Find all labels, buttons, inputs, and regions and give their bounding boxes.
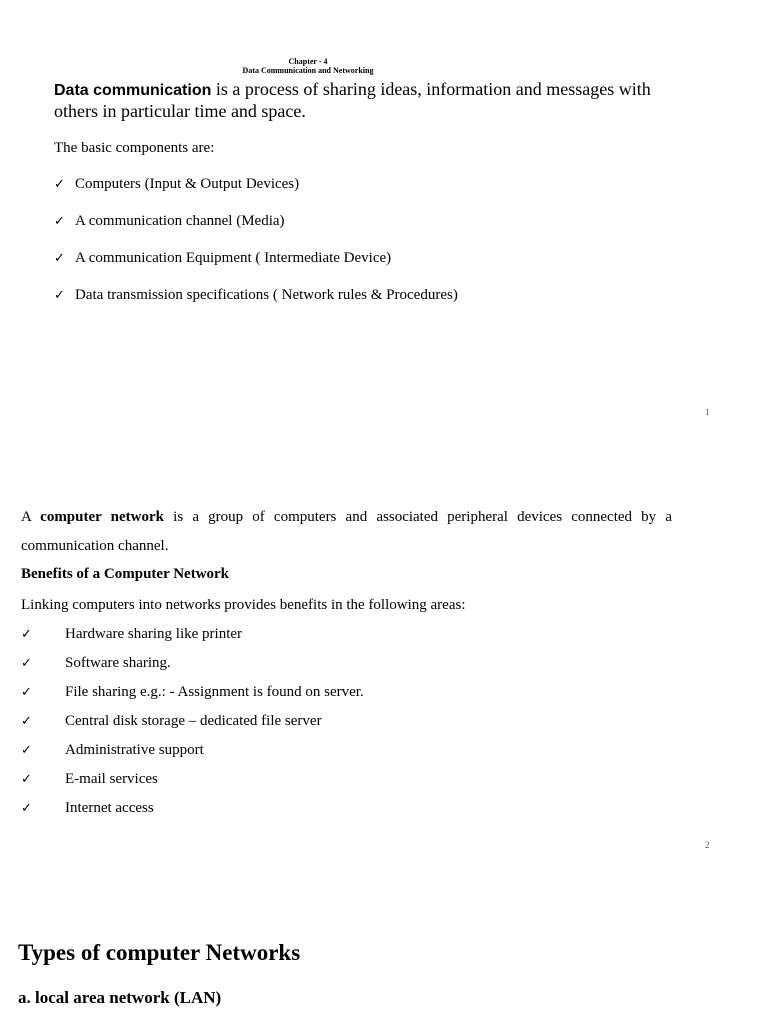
check-icon: ✓	[54, 288, 65, 303]
intro-text: is a process of sharing ideas, information and messages with others in particular time and space.	[54, 79, 651, 121]
list-item-text: A communication channel (Media)	[75, 213, 285, 229]
network-term: computer network	[40, 509, 165, 525]
list-item-text: Central disk storage – dedicated file server	[65, 713, 322, 729]
page-number: 2	[705, 840, 710, 850]
basic-components-label: The basic components are:	[54, 140, 215, 156]
network-definition	[21, 503, 672, 561]
check-icon: ✓	[54, 177, 65, 192]
list-item	[21, 800, 154, 817]
chapter-subtitle: Data Communication and Networking	[242, 66, 374, 75]
check-icon: ✓	[54, 251, 65, 266]
list-item	[21, 771, 158, 788]
list-item-text: Computers (Input & Output Devices)	[75, 176, 300, 192]
check-icon: ✓	[21, 714, 32, 729]
list-item	[21, 655, 171, 672]
list-item-text: File sharing e.g.: - Assignment is found on server.	[65, 684, 364, 700]
types-heading: Types of computer Networks	[18, 940, 301, 965]
list-item	[21, 742, 204, 759]
intro-term: Data communication	[54, 82, 212, 99]
intro-paragraph	[54, 79, 694, 122]
list-item-text: Administrative support	[65, 742, 204, 758]
benefits-heading: Benefits of a Computer Network	[21, 566, 230, 582]
linking-text: Linking computers into networks provides benefits in the following areas:	[21, 597, 466, 613]
check-icon: ✓	[21, 743, 32, 758]
list-item	[54, 250, 391, 267]
check-icon: ✓	[21, 801, 32, 816]
check-icon: ✓	[21, 627, 32, 642]
chapter-title: Chapter - 4	[288, 57, 328, 66]
list-item-text: Internet access	[65, 800, 154, 816]
list-item	[54, 176, 299, 193]
list-item	[54, 287, 458, 304]
list-item	[21, 684, 364, 701]
list-item-text: A communication Equipment ( Intermediate Device)	[75, 250, 392, 266]
check-icon: ✓	[21, 772, 32, 787]
page-number: 1	[705, 407, 710, 417]
check-icon: ✓	[21, 656, 32, 671]
check-icon: ✓	[54, 214, 65, 229]
definition-prefix: A	[21, 509, 41, 525]
definition-text: is a group of computers and associated peripheral devices connected by a communication channel.	[21, 509, 672, 554]
check-icon: ✓	[21, 685, 32, 700]
list-item-text: E-mail services	[65, 771, 158, 787]
list-item	[21, 626, 242, 643]
list-item-text: Software sharing.	[65, 655, 171, 671]
list-item-text: Data transmission specifications ( Network rules & Procedures)	[75, 287, 458, 303]
lan-subheading: a. local area network (LAN)	[18, 988, 222, 1007]
list-item	[21, 713, 322, 730]
list-item-text: Hardware sharing like printer	[65, 626, 243, 642]
list-item	[54, 213, 285, 230]
